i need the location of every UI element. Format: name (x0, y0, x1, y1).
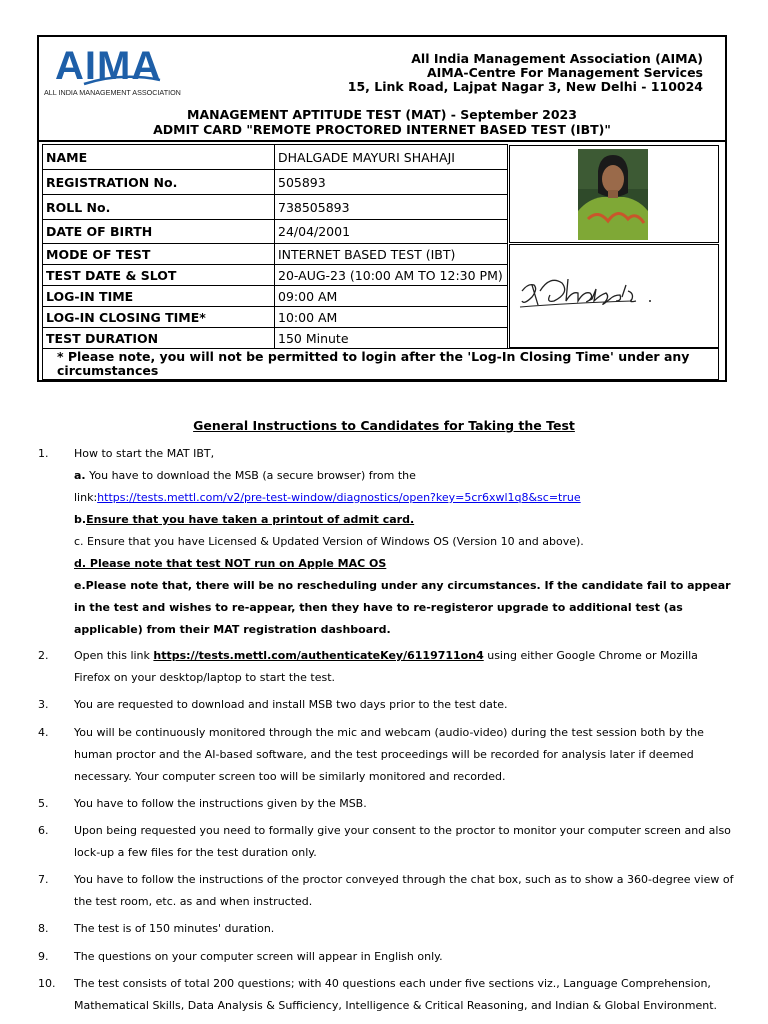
msb-download-link[interactable]: https://tests.mettl.com/v2/pre-test-window/diagnostics/open?key=5cr6xwl1q8&sc=true (97, 491, 581, 504)
organization-address: All India Management Association (AIMA) AIMA-Centre For Management Services 15, Link Road, Lajpat Nagar 3, New Delhi - 110024 (347, 51, 703, 94)
table-row: MODE OF TEST INTERNET BASED TEST (IBT) (43, 244, 508, 265)
admit-card-title: ADMIT CARD "REMOTE PROCTORED INTERNET BASED TEST (IBT)" (153, 122, 611, 137)
logo-swoosh-icon (82, 74, 162, 88)
admit-card (37, 35, 727, 382)
signature-cell (509, 244, 719, 348)
instructions-title: General Instructions to Candidates for Taking the Test (193, 418, 575, 433)
photo-cell (509, 145, 719, 243)
candidate-details-table (42, 144, 508, 349)
table-row: ROLL No. 738505893 (43, 195, 508, 220)
table-row: TEST DATE & SLOT 20-AUG-23 (10:00 AM TO 12:30 PM) (43, 265, 508, 286)
table-row: NAME DHALGADE MAYURI SHAHAJI (43, 145, 508, 170)
header-divider (39, 140, 725, 142)
candidate-photo (578, 149, 648, 240)
test-link[interactable]: https://tests.mettl.com/authenticateKey/6119711on4 (153, 649, 484, 662)
table-row: TEST DURATION 150 Minute (43, 328, 508, 349)
person-photo-icon (578, 149, 648, 240)
table-row: LOG-IN CLOSING TIME* 10:00 AM (43, 307, 508, 328)
table-row: DATE OF BIRTH 24/04/2001 (43, 220, 508, 244)
signature-image (510, 245, 718, 347)
login-closing-note: * Please note, you will not be permitted to login after the 'Log-In Closing Time' under any circumstances (42, 348, 719, 380)
table-row: LOG-IN TIME 09:00 AM (43, 286, 508, 307)
logo-text: AIMA (55, 44, 162, 88)
logo-subtitle: ALL INDIA MANAGEMENT ASSOCIATION (44, 88, 181, 97)
aima-logo (44, 44, 194, 100)
exam-title: MANAGEMENT APTITUDE TEST (MAT) - September 2023 (187, 107, 577, 122)
table-row: REGISTRATION No. 505893 (43, 170, 508, 195)
